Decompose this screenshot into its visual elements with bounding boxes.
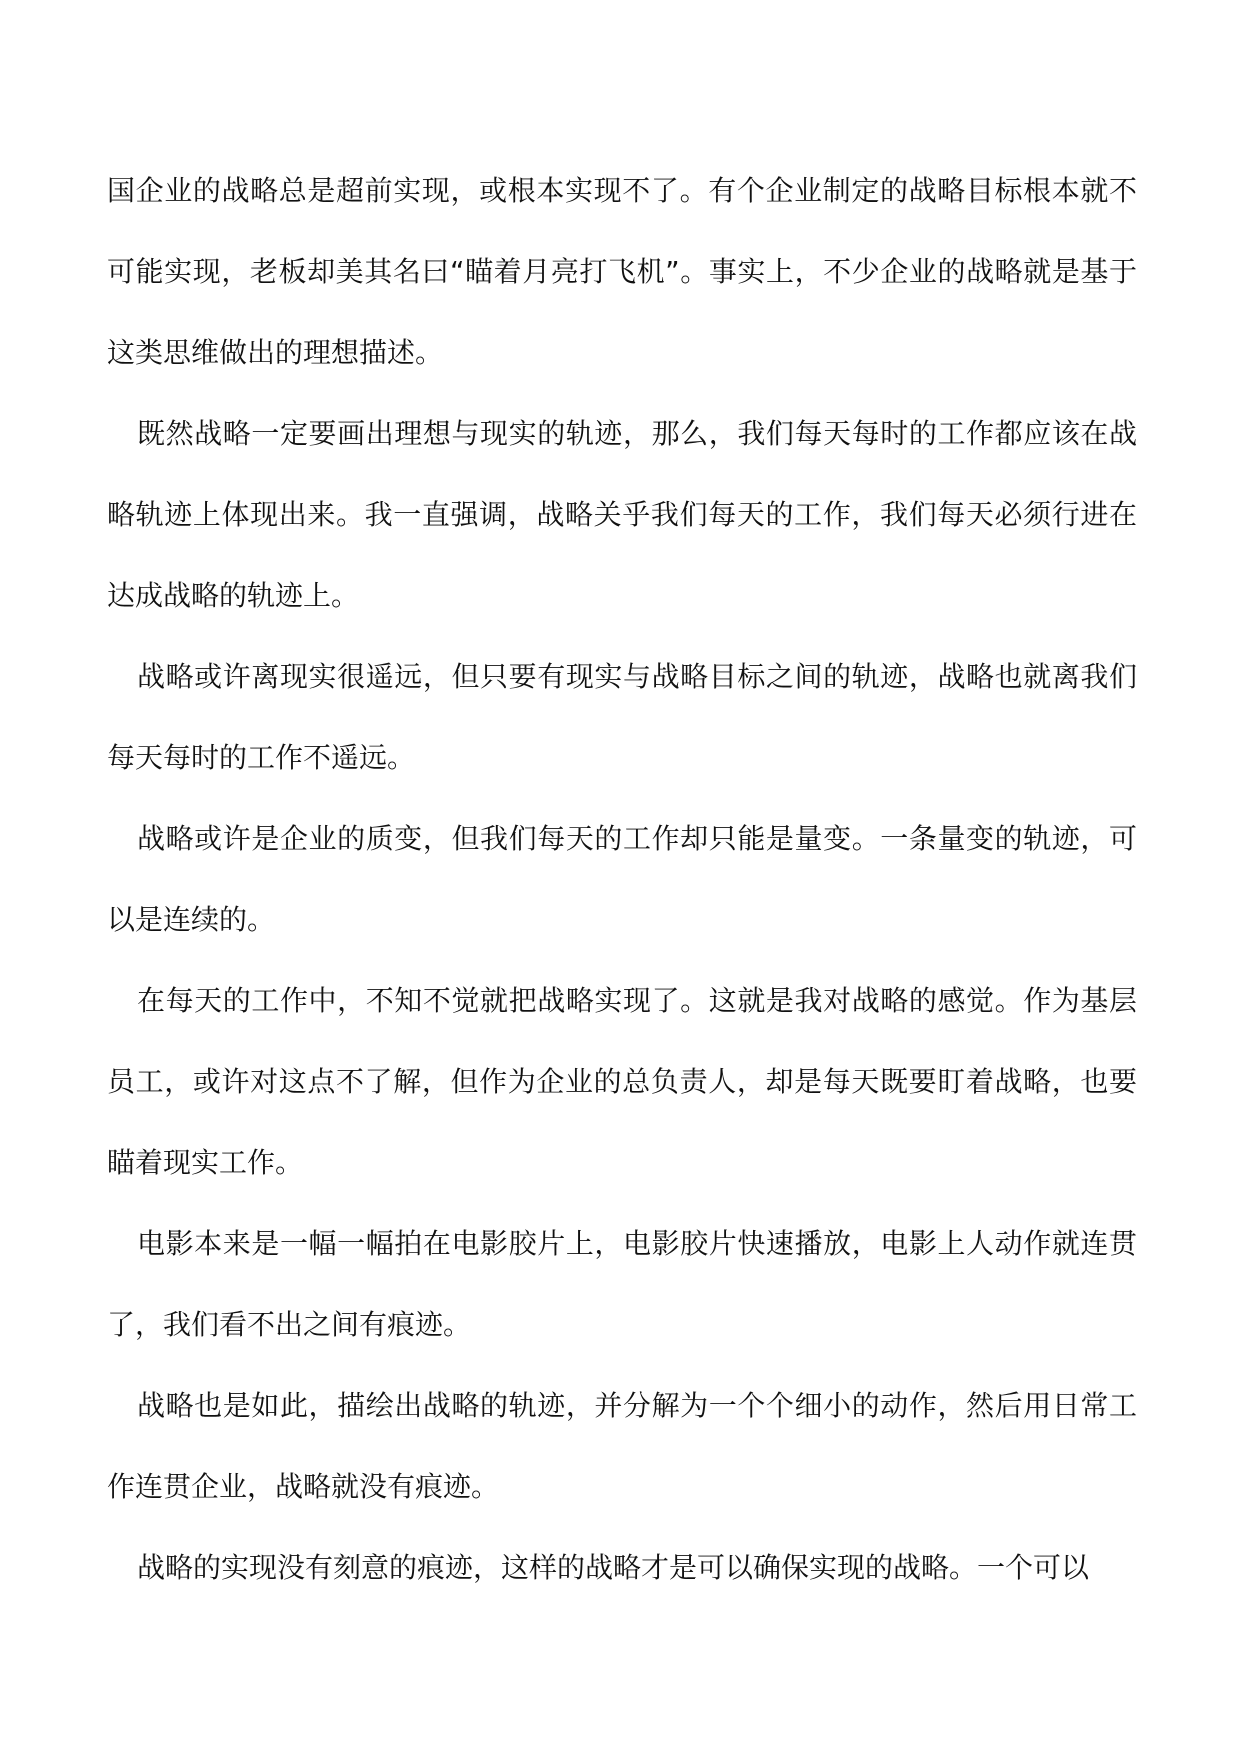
- paragraph-2: 既然战略一定要画出理想与现实的轨迹，那么，我们每天每时的工作都应该在战略轨迹上体现出来。我一直强调，战略关乎我们每天的工作，我们每天必须行进在达成战略的轨迹上。: [107, 417, 1137, 612]
- paragraph-7: 战略也是如此，描绘出战略的轨迹，并分解为一个个细小的动作，然后用日常工作连贯企业，战略就没有痕迹。: [107, 1389, 1137, 1503]
- paragraph-5: 在每天的工作中，不知不觉就把战略实现了。这就是我对战略的感觉。作为基层员工，或许对这点不了解，但作为企业的总负责人，却是每天既要盯着战略，也要瞄着现实工作。: [107, 984, 1137, 1179]
- paragraph-1: 国企业的战略总是超前实现，或根本实现不了。有个企业制定的战略目标根本就不可能实现，老板却美其名曰“瞄着月亮打飞机”。事实上，不少企业的战略就是基于这类思维做出的理想描述。: [107, 174, 1137, 369]
- paragraph-6: 电影本来是一幅一幅拍在电影胶片上，电影胶片快速播放，电影上人动作就连贯了，我们看不出之间有痕迹。: [107, 1227, 1137, 1341]
- paragraph-8: 战略的实现没有刻意的痕迹，这样的战略才是可以确保实现的战略。一个可以: [137, 1551, 1090, 1584]
- paragraph-3: 战略或许离现实很遥远，但只要有现实与战略目标之间的轨迹，战略也就离我们每天每时的工作不遥远。: [107, 660, 1137, 774]
- paragraph-4: 战略或许是企业的质变，但我们每天的工作却只能是量变。一条量变的轨迹，可以是连续的。: [107, 822, 1137, 936]
- body-text: [107, 150, 1137, 1608]
